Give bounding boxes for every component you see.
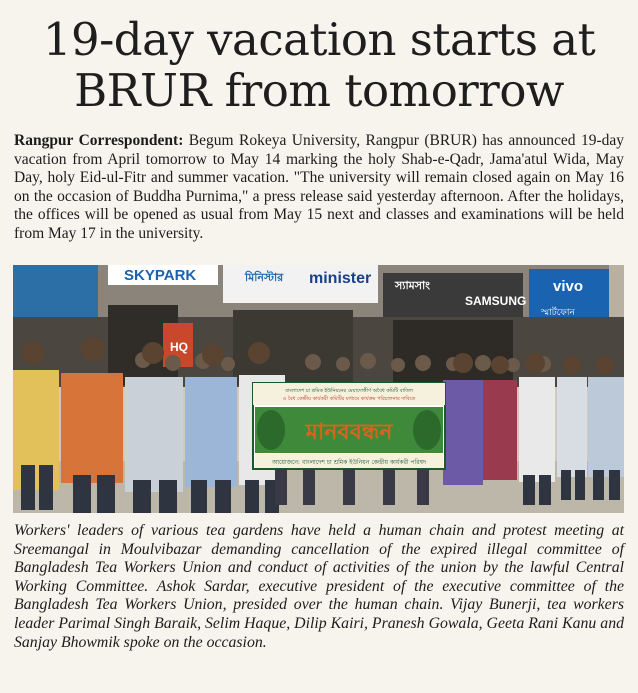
news-photo [13,265,624,513]
sign-minister-bn: মিনিস্টার [245,272,284,284]
sign-minister: minister [309,270,372,287]
news-photo-illustration [13,265,624,513]
headline-line-1: 19-day vacation starts at [42,13,596,66]
banner-top-text: বাংলাদেশ চা শ্রমিক ইউনিয়নের মেয়াদোত্তীর্ণ অবৈধ কমিটি বাতিল [285,388,413,394]
sign-samsung: SAMSUNG [465,294,527,308]
sign-skypark: SKYPARK [124,267,197,284]
headline [0,14,638,116]
photo-caption: Workers' leaders of various tea gardens have held a human chain and protest meeting at Sreemangal in Moulvibazar demanding cancellation of the expired illegal committee of Bangladesh Tea Workers Union and conduct of activities of the union by the lawful Central Working Committee. Ashok Sardar, executive president of the executive committee of the Bangladesh Tea Workers Union, presided over the human chain. Vijay Bunerji, tea workers leader Parimal Singh Baraik, Selim Haque, Dilip Kairi, Pranesh Gowala, Geeta Rani Kanu and Sanjay Bhowmik spoke on the occasion. [14,522,624,651]
article-byline: Rangpur Correspondent: [14,132,184,149]
banner-title: মানববন্ধন [305,420,393,445]
headline-line-2: BRUR from tomorrow [74,64,564,117]
sign-vivo: vivo [553,278,584,295]
banner-bottom-text: আয়োজনে: বাংলাদেশ চা শ্রমিক ইউনিয়ন কেন্দ্রীয় কার্যকরী পরিষদ [271,459,427,466]
sign-vivo-bn: স্মার্টফোন [541,307,575,317]
sign-hq: HQ [170,340,188,354]
article-text: Begum Rokeya University, Rangpur (BRUR) has announced 19-day vacation from April tomorrow to May 14 marking the holy Shab-e-Qadr, Jama'atul Wida, May Day, holy Eid-ul-Fitr and summer vacation. "The university will remain closed again on May 16 on the occasion of Buddha Purnima," a press release said yesterday afternoon. After the holidays, the offices will be opened as usual from May 15 next and classes and examinations will be held from May 17 in the university. [14,132,624,242]
protest-banner [253,383,445,469]
sign-samsung-bn: স্যামসাং [395,280,430,292]
banner-top-text-2: ও বৈধ কেন্দ্রীয় কার্যকরী কমিটির মাধ্যমে কার্যক্রম পরিচালনার দাবিতে [282,396,416,402]
article-body [14,132,624,244]
